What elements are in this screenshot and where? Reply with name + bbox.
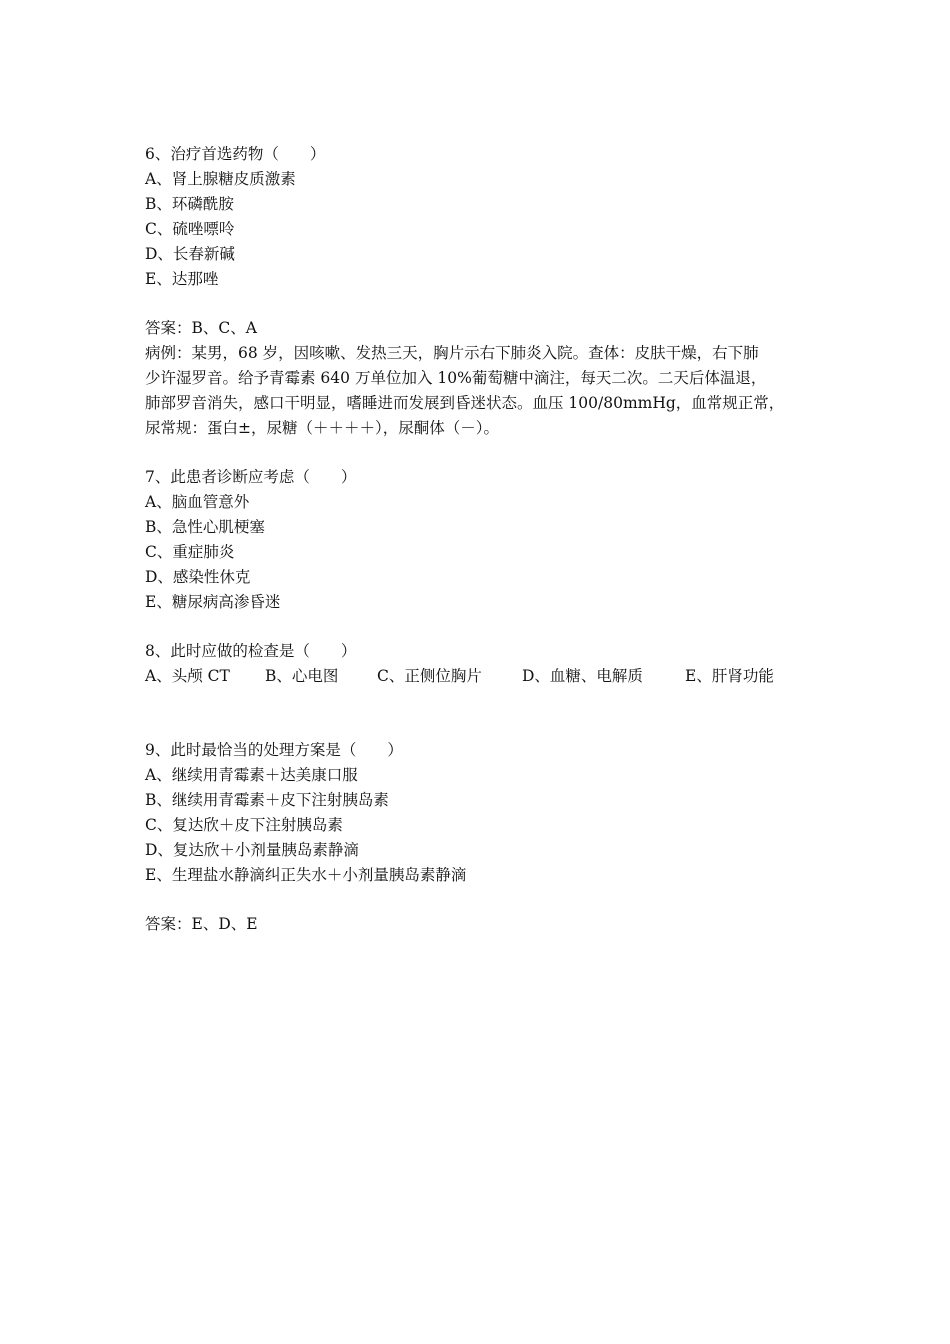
question-9-option-d: D、复达欣＋小剂量胰岛素静滴 <box>145 841 359 859</box>
question-6-option-b: B、环磷酰胺 <box>145 195 234 213</box>
question-8-stem: 8、此时应做的检查是（ ） <box>145 642 357 660</box>
question-9-option-a: A、继续用青霉素＋达美康口服 <box>145 766 358 784</box>
question-6-option-a: A、肾上腺糖皮质激素 <box>145 170 296 188</box>
question-9-option-e: E、生理盐水静滴纠正失水＋小剂量胰岛素静滴 <box>145 866 467 884</box>
spacer <box>145 689 825 738</box>
answer-block-2: 答案：E、D、E <box>145 915 258 933</box>
question-7-stem: 7、此患者诊断应考虑（ ） <box>145 468 357 486</box>
question-8-option-d: D、血糖、电解质 <box>522 667 643 685</box>
question-7-option-c: C、重症肺炎 <box>145 543 235 561</box>
question-6-option-c: C、硫唑嘌呤 <box>145 220 235 238</box>
question-9-option-c: C、复达欣＋皮下注射胰岛素 <box>145 816 343 834</box>
answer-block-1: 答案：B、C、A <box>145 319 257 337</box>
document-page <box>145 142 825 937</box>
question-8-options-row <box>145 664 825 689</box>
case-line-1: 病例：某男，68 岁，因咳嗽、发热三天，胸片示右下肺炎入院。查体：皮肤干燥，右下肺 <box>145 344 759 362</box>
question-9 <box>145 738 825 888</box>
question-6 <box>145 142 825 292</box>
question-8-option-e: E、肝肾功能 <box>685 667 774 685</box>
question-8-option-c: C、正侧位胸片 <box>377 667 482 685</box>
question-6-option-e: E、达那唑 <box>145 270 219 288</box>
question-8 <box>145 639 825 689</box>
case-description <box>145 341 825 441</box>
question-6-stem: 6、治疗首选药物（ ） <box>145 145 326 163</box>
spacer <box>145 615 825 639</box>
case-line-3: 肺部罗音消失，感口干明显，嗜睡进而发展到昏迷状态。血压 100/80mmHg，血常规正常， <box>145 394 785 412</box>
question-8-option-a: A、头颅 CT <box>145 667 230 685</box>
question-8-option-b: B、心电图 <box>265 667 339 685</box>
question-9-stem: 9、此时最恰当的处理方案是（ ） <box>145 741 403 759</box>
case-line-4: 尿常规：蛋白±，尿糖（＋＋＋＋），尿酮体（－）。 <box>145 419 499 437</box>
spacer <box>145 888 825 912</box>
spacer <box>145 441 825 465</box>
question-6-option-d: D、长春新碱 <box>145 245 235 263</box>
question-7-option-e: E、糖尿病高渗昏迷 <box>145 593 281 611</box>
question-7 <box>145 465 825 615</box>
question-7-option-d: D、感染性休克 <box>145 568 251 586</box>
question-7-option-a: A、脑血管意外 <box>145 493 250 511</box>
question-9-option-b: B、继续用青霉素＋皮下注射胰岛素 <box>145 791 389 809</box>
spacer <box>145 292 825 316</box>
case-line-2: 少许湿罗音。给予青霉素 640 万单位加入 10%葡萄糖中滴注，每天二次。二天后体温退， <box>145 369 767 387</box>
question-7-option-b: B、急性心肌梗塞 <box>145 518 265 536</box>
